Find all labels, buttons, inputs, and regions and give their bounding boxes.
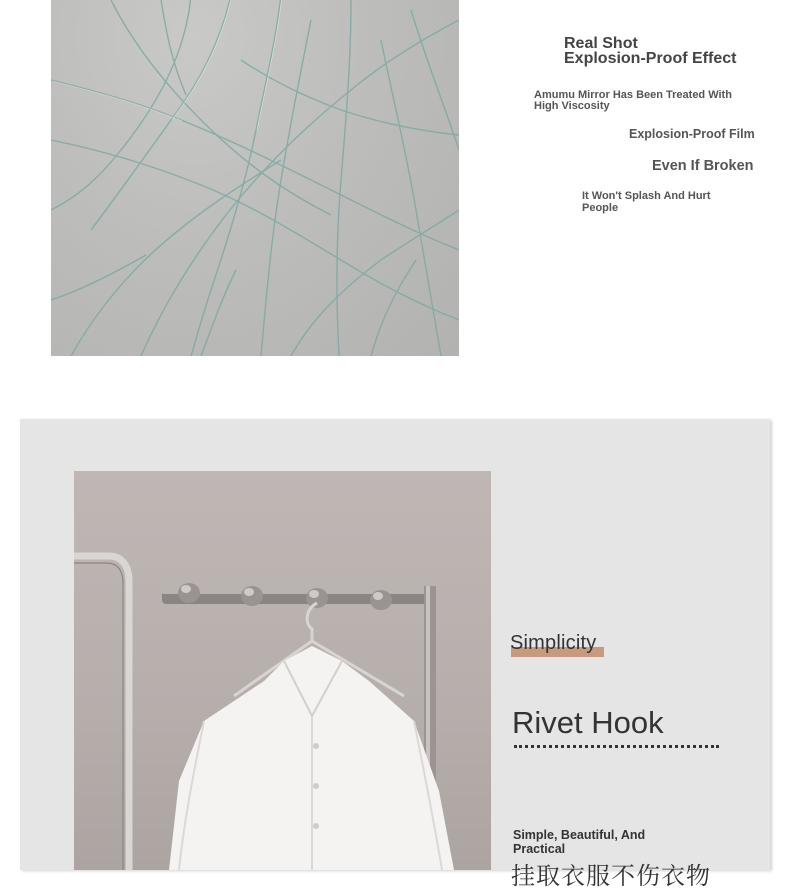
heading-dotted-underline bbox=[514, 745, 719, 748]
title-line-2: Explosion-Proof Effect bbox=[564, 50, 737, 67]
title-line-1: Real Shot bbox=[564, 35, 638, 52]
rivet-hook-heading: Rivet Hook bbox=[512, 705, 664, 740]
film-label: Explosion-Proof Film bbox=[629, 127, 755, 141]
cracked-glass-photo bbox=[51, 0, 459, 356]
simplicity-tag: Simplicity bbox=[510, 632, 597, 654]
subtitle-line-2: High Viscosity bbox=[534, 100, 610, 112]
splash-label bbox=[582, 190, 711, 214]
broken-label: Even If Broken bbox=[652, 158, 754, 174]
explosion-proof-title bbox=[564, 36, 736, 66]
simple-caption bbox=[513, 828, 645, 856]
viscosity-subtitle bbox=[534, 90, 732, 112]
splash-line-2: People bbox=[582, 202, 619, 214]
caption-line-1: Simple, Beautiful, And bbox=[513, 828, 646, 842]
caption-line-2: Practical bbox=[513, 842, 566, 856]
splash-line-1: It Won't Splash And Hurt bbox=[582, 190, 711, 202]
chinese-caption: 挂取衣服不伤衣物 bbox=[511, 863, 711, 890]
subtitle-line-1: Amumu Mirror Has Been Treated With bbox=[534, 89, 732, 101]
clothes-rack-photo bbox=[74, 471, 491, 870]
